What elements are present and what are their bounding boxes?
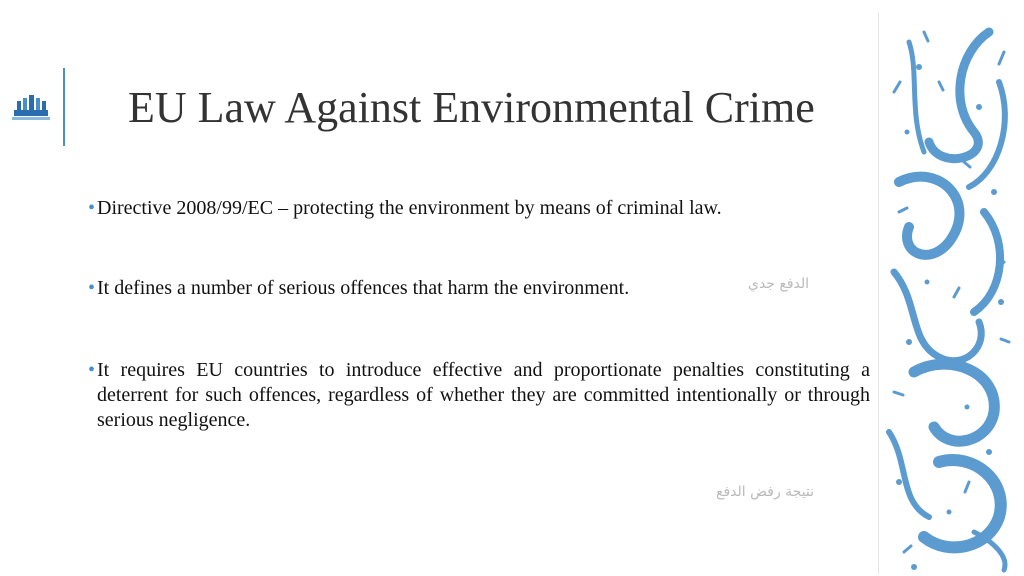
faint-overlay-text: نتيجة رفض الدفع <box>716 484 815 500</box>
bullet-text: It requires EU countries to introduce effective and proportionate penalties constituting a deterrent for such offences, regardless of whether they are committed intentionally or through serious negligence. <box>97 359 870 431</box>
slide-title: EU Law Against Environmental Crime <box>128 83 815 132</box>
bullet-marker: • <box>88 197 96 219</box>
bullet-marker: • <box>88 277 96 299</box>
title-divider <box>63 68 65 146</box>
calligraphy-decoration <box>878 12 1021 574</box>
bullet-marker: • <box>88 359 96 381</box>
faint-overlay-text: الدفع جدي <box>748 276 810 292</box>
bullet-text: It defines a number of serious offences that harm the environment. <box>97 277 630 299</box>
bullet-item <box>88 358 870 433</box>
logo-icon <box>12 92 52 122</box>
bullet-text: Directive 2008/99/EC – protecting the environment by means of criminal law. <box>97 197 722 219</box>
bullet-item <box>88 196 870 221</box>
